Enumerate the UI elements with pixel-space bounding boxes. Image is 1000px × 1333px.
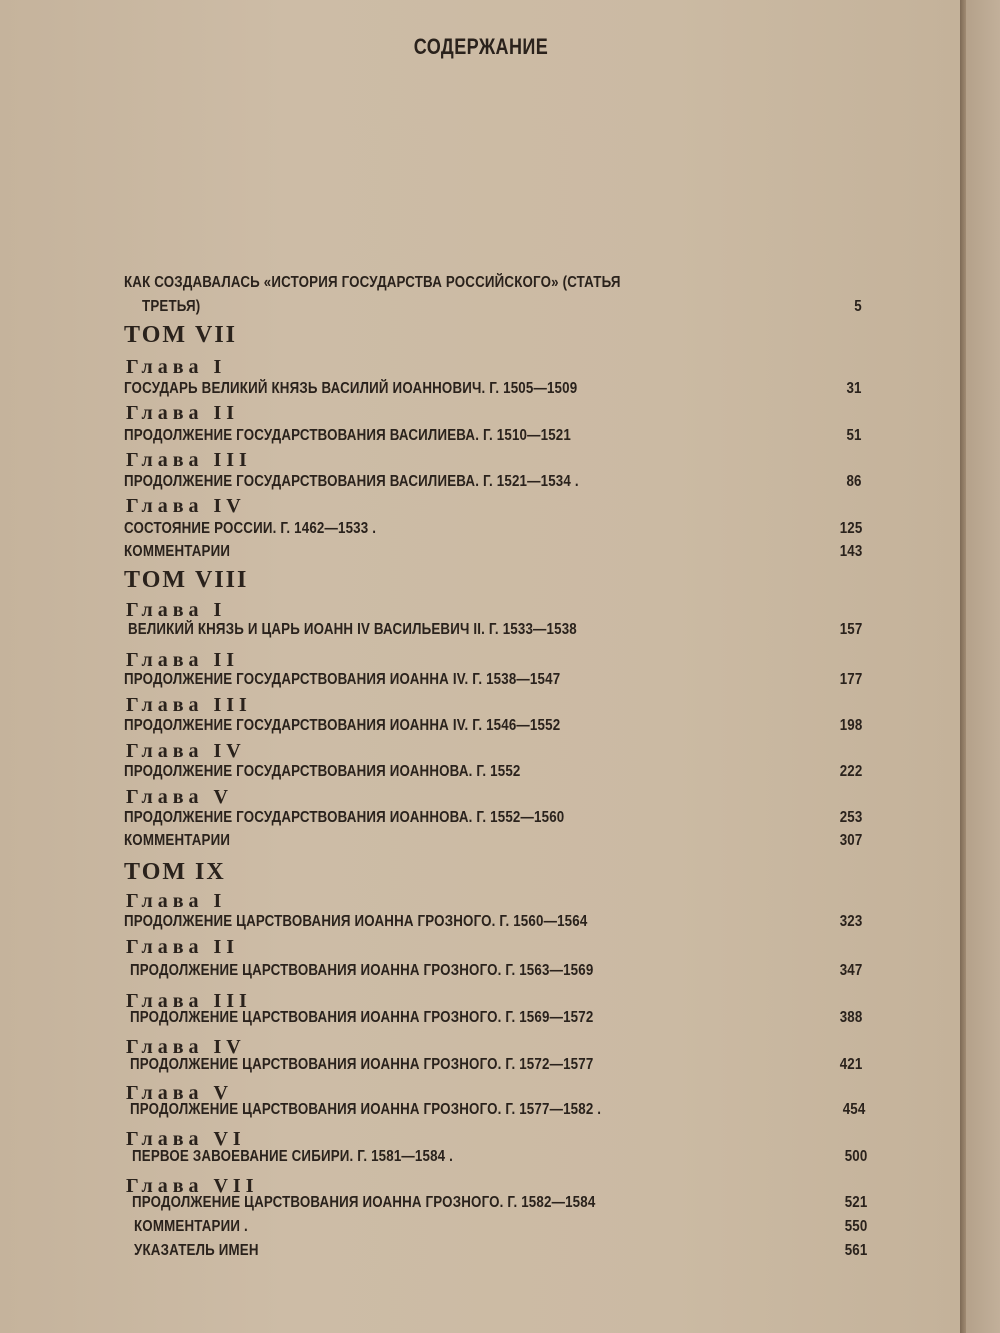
entry-title: ПРОДОЛЖЕНИЕ ГОСУДАРСТВОВАНИЯ ИОАННА IV. Г. 1538—1547 bbox=[124, 671, 561, 688]
entry-title: КОММЕНТАРИИ bbox=[124, 543, 231, 560]
chapter-heading: Глава IV bbox=[126, 740, 246, 762]
page-number: 86 bbox=[846, 473, 862, 490]
toc-entry bbox=[124, 913, 862, 931]
chapter-heading: Глава VII bbox=[126, 1175, 259, 1197]
chapter-heading: Глава III bbox=[126, 449, 252, 471]
chapter-heading: Глава IV bbox=[126, 1036, 246, 1058]
toc-entry bbox=[130, 962, 862, 980]
chapter-heading: Глава II bbox=[126, 402, 240, 424]
chapter-heading: Глава I bbox=[126, 356, 227, 378]
page-number: 550 bbox=[844, 1218, 867, 1235]
toc-entry bbox=[130, 1056, 862, 1074]
entry-title: КОММЕНТАРИИ bbox=[124, 832, 231, 849]
page-number: 421 bbox=[839, 1056, 862, 1073]
page-number: 521 bbox=[844, 1194, 867, 1211]
volume-heading: ТОМ IX bbox=[124, 859, 226, 885]
toc-entry bbox=[124, 671, 862, 689]
chapter-heading: Глава VI bbox=[126, 1128, 246, 1150]
chapter-heading: Глава IV bbox=[126, 495, 246, 517]
toc-entry-comments bbox=[134, 1218, 867, 1236]
toc-entry bbox=[124, 427, 862, 445]
entry-title: УКАЗАТЕЛЬ ИМЕН bbox=[134, 1242, 259, 1259]
entry-title: ПРОДОЛЖЕНИЕ ГОСУДАРСТВОВАНИЯ ВАСИЛИЕВА. Г. 1510—1521 bbox=[124, 427, 571, 444]
entry-title: ПРОДОЛЖЕНИЕ ЦАРСТВОВАНИЯ ИОАННА ГРОЗНОГО. Г. 1569—1572 bbox=[130, 1009, 594, 1026]
entry-title: ПЕРВОЕ ЗАВОЕВАНИЕ СИБИРИ. Г. 1581—1584 . bbox=[132, 1148, 454, 1165]
volume-heading: ТОМ VIII bbox=[124, 567, 249, 593]
entry-title: ПРОДОЛЖЕНИЕ ЦАРСТВОВАНИЯ ИОАННА ГРОЗНОГО. Г. 1577—1582 . bbox=[130, 1101, 602, 1118]
page-number: 5 bbox=[854, 298, 862, 315]
entry-title: ПРОДОЛЖЕНИЕ ЦАРСТВОВАНИЯ ИОАННА ГРОЗНОГО. Г. 1582—1584 bbox=[132, 1194, 596, 1211]
toc-entry bbox=[124, 717, 862, 735]
entry-title: ПРОДОЛЖЕНИЕ ГОСУДАРСТВОВАНИЯ ИОАННОВА. Г. 1552 bbox=[124, 763, 521, 780]
page-title: СОДЕРЖАНИЕ bbox=[413, 34, 549, 59]
chapter-heading: Глава II bbox=[126, 649, 240, 671]
page-number: 143 bbox=[839, 543, 862, 560]
entry-title: ВЕЛИКИЙ КНЯЗЬ И ЦАРЬ ИОАНН IV ВАСИЛЬЕВИЧ II. Г. 1533—1538 bbox=[128, 621, 577, 638]
toc-entry bbox=[130, 1009, 862, 1027]
page-number: 307 bbox=[839, 832, 862, 849]
page-number: 31 bbox=[846, 380, 862, 397]
entry-title: ПРОДОЛЖЕНИЕ ГОСУДАРСТВОВАНИЯ ИОАННА IV. Г. 1546—1552 bbox=[124, 717, 561, 734]
adjacent-page-edge bbox=[966, 0, 1000, 1333]
page-number: 388 bbox=[839, 1009, 862, 1026]
chapter-heading: Глава II bbox=[126, 936, 240, 958]
toc-entry bbox=[130, 1101, 865, 1119]
entry-title: ГОСУДАРЬ ВЕЛИКИЙ КНЯЗЬ ВАСИЛИЙ ИОАННОВИЧ. Г. 1505—1509 bbox=[124, 380, 578, 397]
chapter-heading: Глава III bbox=[126, 694, 252, 716]
page-number: 347 bbox=[839, 962, 862, 979]
entry-title: СОСТОЯНИЕ РОССИИ. Г. 1462—1533 . bbox=[124, 520, 377, 537]
page-number: 454 bbox=[842, 1101, 865, 1118]
toc-entry bbox=[132, 1194, 867, 1212]
toc-entry bbox=[124, 763, 862, 781]
entry-title: КОММЕНТАРИИ . bbox=[134, 1218, 248, 1235]
page-number: 177 bbox=[839, 671, 862, 688]
entry-title: ТРЕТЬЯ) bbox=[142, 298, 201, 315]
page-number: 561 bbox=[844, 1242, 867, 1259]
toc-entry bbox=[124, 380, 862, 398]
entry-title: ПРОДОЛЖЕНИЕ ЦАРСТВОВАНИЯ ИОАННА ГРОЗНОГО. Г. 1563—1569 bbox=[130, 962, 594, 979]
toc-entry-intro bbox=[124, 274, 862, 292]
chapter-heading: Глава V bbox=[126, 1082, 233, 1104]
chapter-heading: Глава I bbox=[126, 599, 227, 621]
entry-title: ПРОДОЛЖЕНИЕ ГОСУДАРСТВОВАНИЯ ИОАННОВА. Г. 1552—1560 bbox=[124, 809, 565, 826]
chapter-heading: Глава I bbox=[126, 890, 227, 912]
toc-entry-comments bbox=[124, 543, 862, 561]
page-number: 157 bbox=[839, 621, 862, 638]
page-number: 222 bbox=[839, 763, 862, 780]
page-number: 51 bbox=[846, 427, 862, 444]
entry-title: ПРОДОЛЖЕНИЕ ГОСУДАРСТВОВАНИЯ ВАСИЛИЕВА. Г. 1521—1534 . bbox=[124, 473, 579, 490]
entry-title: ПРОДОЛЖЕНИЕ ЦАРСТВОВАНИЯ ИОАННА ГРОЗНОГО. Г. 1560—1564 bbox=[124, 913, 588, 930]
toc-entry-intro-cont bbox=[124, 298, 862, 316]
page-number: 125 bbox=[839, 520, 862, 537]
toc-entry-index bbox=[134, 1242, 867, 1260]
toc-entry-comments bbox=[124, 832, 862, 850]
entry-title: КАК СОЗДАВАЛАСЬ «ИСТОРИЯ ГОСУДАРСТВА РОССИЙСКОГО» (СТАТЬЯ bbox=[124, 274, 621, 291]
page-number: 253 bbox=[839, 809, 862, 826]
toc-entry bbox=[128, 621, 862, 639]
toc-entry bbox=[124, 473, 862, 491]
volume-heading: ТОМ VII bbox=[124, 322, 238, 348]
page-number: 198 bbox=[839, 717, 862, 734]
entry-title: ПРОДОЛЖЕНИЕ ЦАРСТВОВАНИЯ ИОАННА ГРОЗНОГО. Г. 1572—1577 bbox=[130, 1056, 594, 1073]
toc-entry bbox=[124, 809, 862, 827]
toc-entry bbox=[124, 520, 862, 538]
chapter-heading: Глава III bbox=[126, 990, 252, 1012]
page-number: 500 bbox=[844, 1148, 867, 1165]
page-number: 323 bbox=[839, 913, 862, 930]
toc-entry bbox=[132, 1148, 867, 1166]
chapter-heading: Глава V bbox=[126, 786, 233, 808]
